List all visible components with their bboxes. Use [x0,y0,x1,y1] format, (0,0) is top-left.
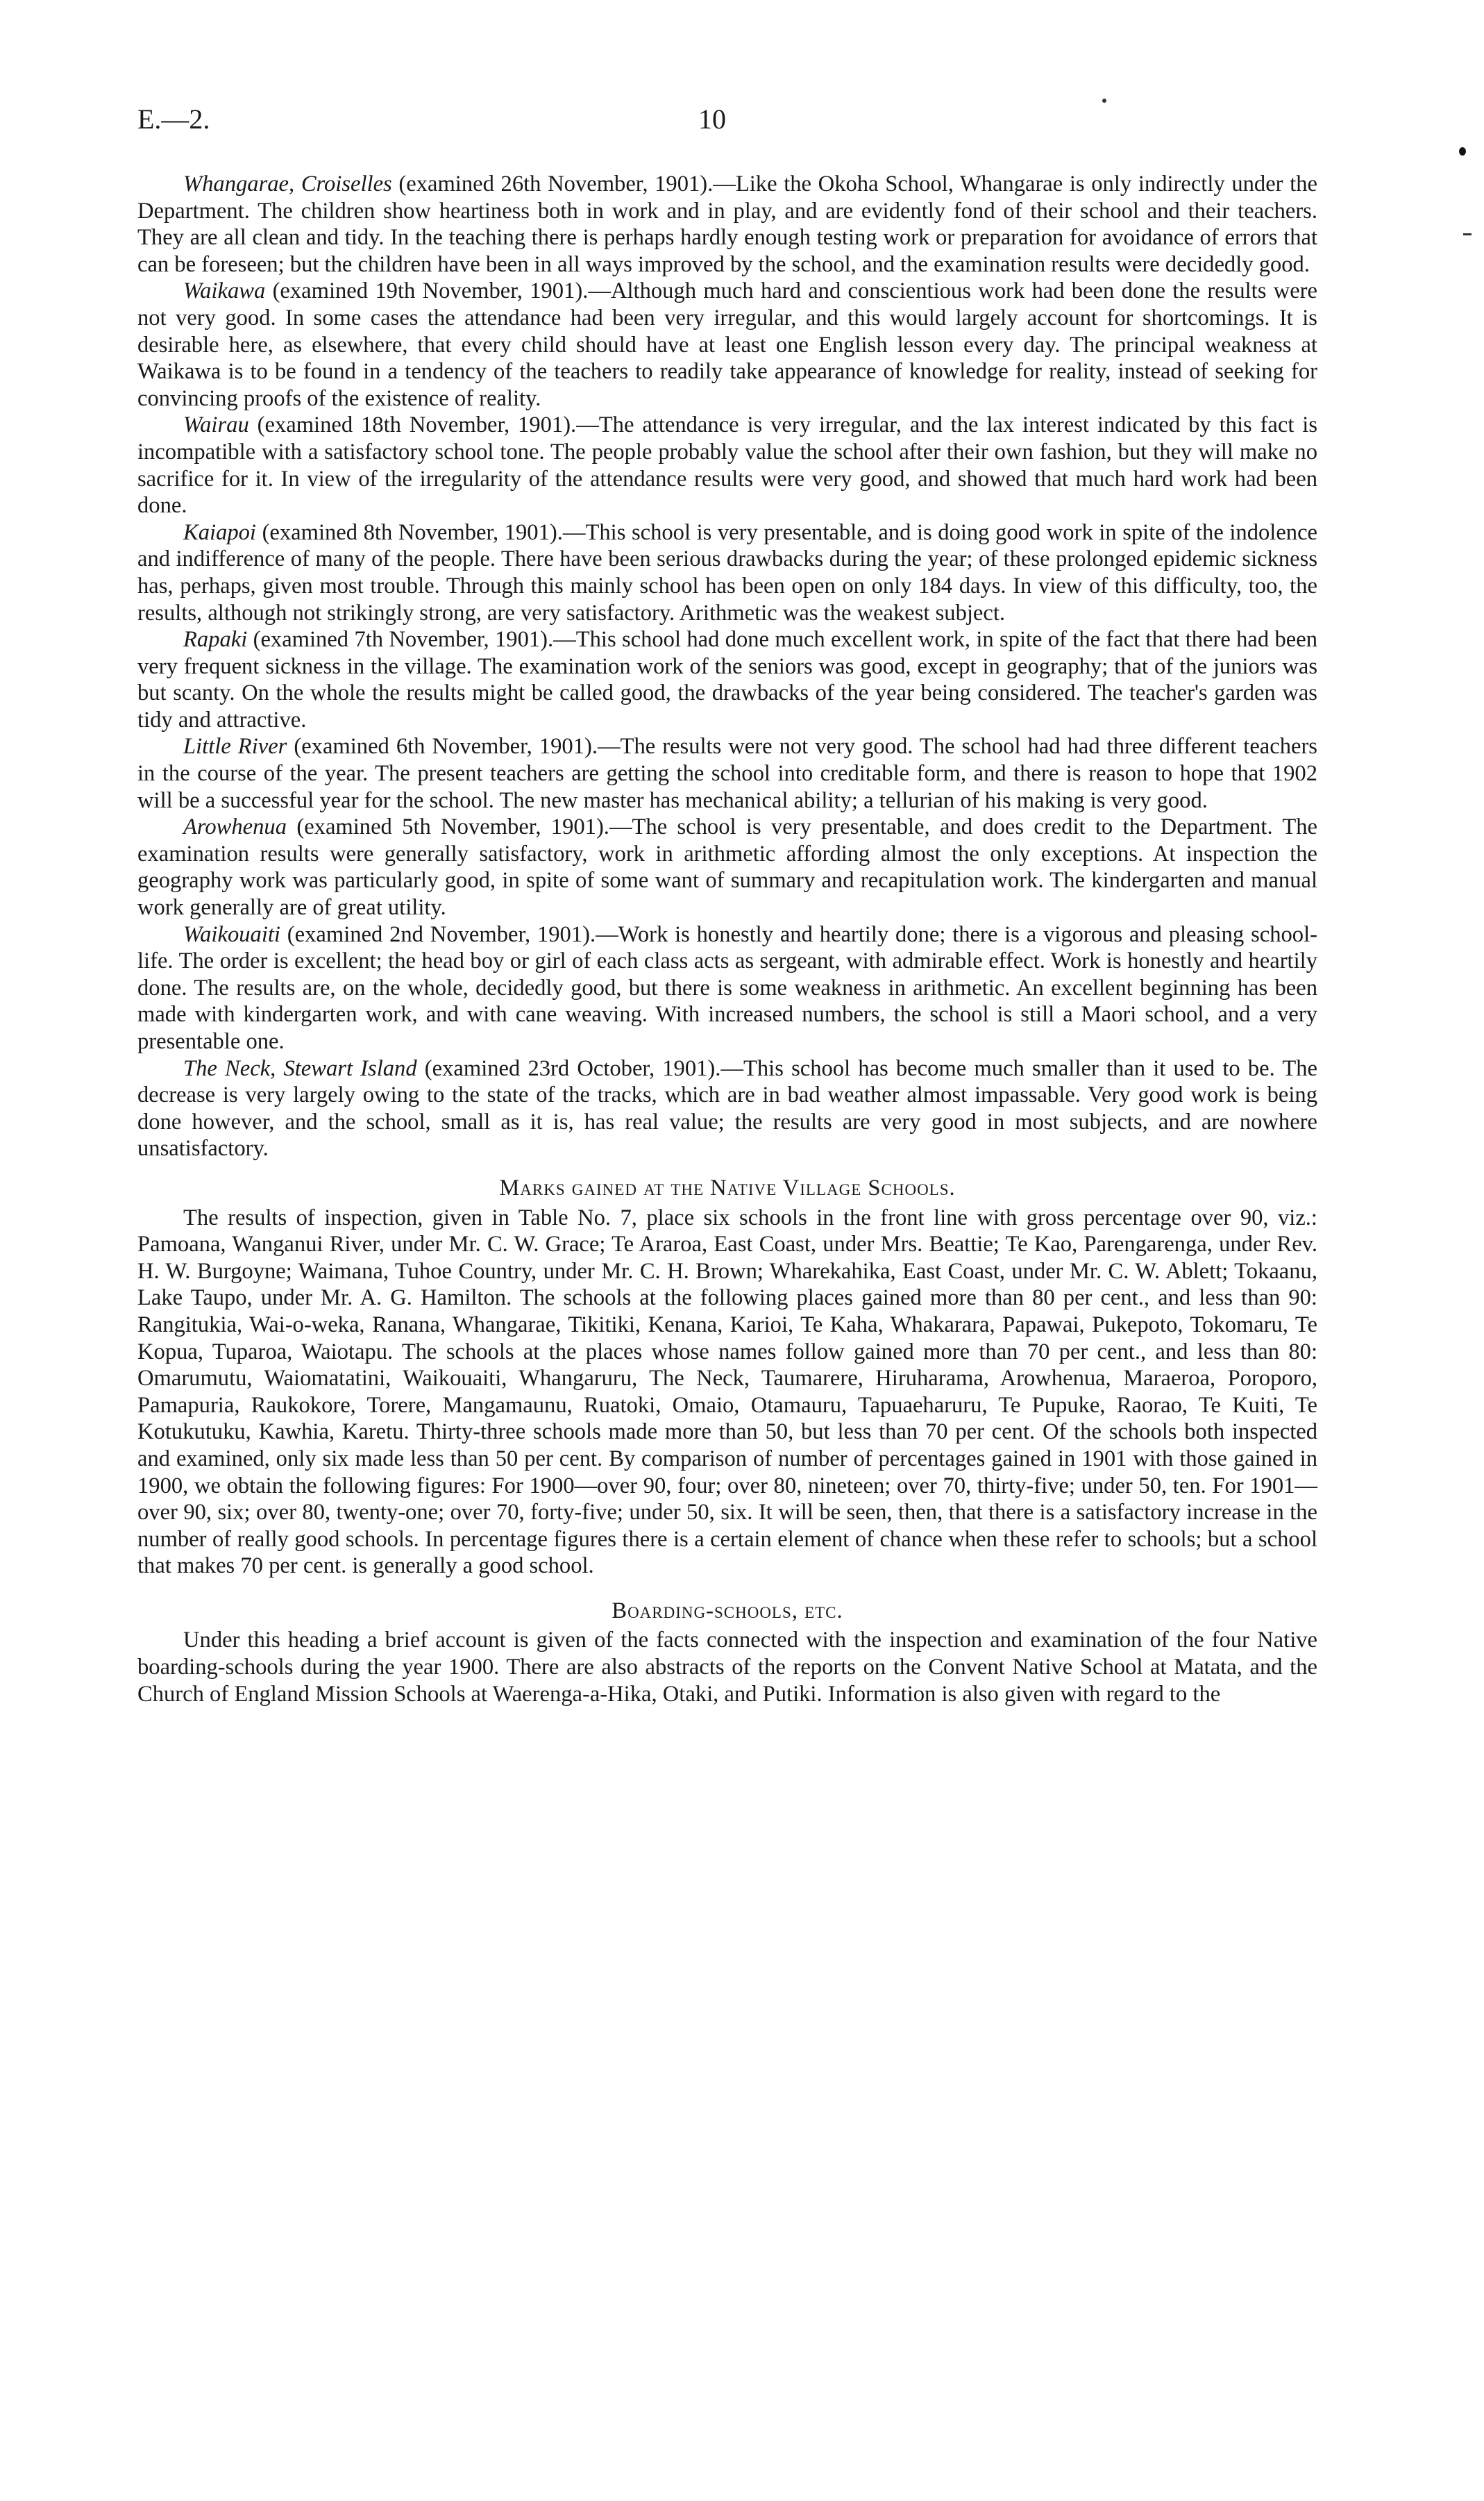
school-name: Arowhenua [183,814,287,840]
margin-dash-mark [1463,233,1472,235]
page-number: 10 [698,103,726,135]
school-report-paragraph: Waikouaiti (examined 2nd November, 1901).—Work is honestly and heartily done; there is a vigorous and pleasing school-life. The order is excellent; the head boy or girl of each class acts as sergeant, with admirable effect. Work is honestly and heartily done. The results are, on the whole, decidedly good, but there is some weakness in arithmetic. An excellent beginning has been made with kindergarten work, and with cane weaving. With increased numbers, the school is still a Maori school, and a very presentable one. [137,921,1317,1054]
school-name: Waikouaiti [183,921,280,947]
school-report-paragraph: Kaiapoi (examined 8th November, 1901).—This school is very presentable, and is doing good work in spite of the indolence and indifference of many of the people. There have been serious drawbacks during the year; of these prolonged epidemic sickness has, perhaps, given most trouble. Through this mainly school has been open on only 184 days. In view of this difficulty, too, the results, although not strikingly strong, are very satisfactory. Arithmetic was the weakest subject. [137,519,1317,626]
body-text [137,171,1317,1707]
marks-paragraph: The results of inspection, given in Table No. 7, place six schools in the front line with gross percentage over 90, viz.: Pamoana, Wanganui River, under Mr. C. W. Grace; Te Araroa, East Coast, under Mrs. Beattie; Te Kao, Parengarenga, under Rev. H. W. Burgoyne; Waimana, Tuhoe Country, under Mr. C. H. Brown; Wharekahika, East Coast, under Mr. C. W. Ablett; Tokaanu, Lake Taupo, under Mr. A. G. Hamilton. The schools at the following places gained more than 80 per cent., and less than 90: Rangitukia, Wai-o-weka, Ranana, Whangarae, Tikitiki, Kenana, Karioi, Te Kaha, Whakarara, Papawai, Pukepoto, Tokomaru, Te Kopua, Tuparoa, Waiotapu. The schools at the places whose names follow gained more than 70 per cent., and less than 80: Omarumutu, Waiomatatini, Waikouaiti, Whangaruru, The Neck, Taumarere, Hiruharama, Arowhenua, Maraeroa, Poroporo, Pamapuria, Raukokore, Torere, Mangamaunu, Ruatoki, Omaio, Otamauru, Tapuaeharuru, Te Pupuke, Raorao, Te Kuiti, Te Kotukutuku, Kawhia, Karetu. Thirty-three schools made more than 50, but less than 70 per cent. Of the schools both inspected and examined, only six made less than 50 per cent. By comparison of number of percentages gained in 1901 with those gained in 1900, we obtain the following figures: For 1900—over 90, four; over 80, nineteen; over 70, thirty-five; under 50, ten. For 1901—over 90, six; over 80, twenty-one; over 70, forty-five; under 50, six. It will be seen, then, that there is a satisfactory increase in the number of really good schools. In percentage figures there is a certain element of chance when these refer to schools; but a school that makes 70 per cent. is generally a good school. [137,1205,1317,1579]
school-report-paragraph: Rapaki (examined 7th November, 1901).—This school had done much excellent work, in spite of the fact that there had been very frequent sickness in the village. The examination work of the seniors was good, except in geography; that of the juniors was but scanty. On the whole the results might be called good, the drawbacks of the year being considered. The teacher's garden was tidy and attractive. [137,627,1317,733]
section-heading-marks: Marks gained at the Native Village Schools. [499,1175,956,1201]
report-reference: E.—2. [137,103,210,135]
school-report-paragraph: Little River (examined 6th November, 1901).—The results were not very good. The school had had three different teachers in the course of the year. The present teachers are getting the school into creditable form, and there is reason to hope that 1902 will be a successful year for the school. The new master has mechanical ability; a tellurian of his making is very good. [137,734,1317,813]
section-heading-boarding: Boarding-schools, etc. [612,1598,843,1623]
boarding-paragraph: Under this heading a brief account is given of the facts connected with the inspection and examination of the four Native boarding-schools during the year 1900. There are also abstracts of the reports on the Convent Native School at Matata, and the Church of England Mission Schools at Waerenga-a-Hika, Otaki, and Putiki. Information is also given with regard to the [137,1628,1317,1707]
school-name: Waikawa [183,278,266,304]
school-name: Wairau [183,412,249,438]
print-speck [1102,99,1106,103]
school-report-paragraph: Arowhenua (examined 5th November, 1901).—The school is very presentable, and does credit to the Department. The examination results were generally satisfactory, work in arithmetic affording almost the only exceptions. At inspection the geography work was particularly good, in spite of some want of summary and recapitulation work. The kindergarten and manual work generally are of great utility. [137,814,1317,921]
school-name: Little River [183,734,287,760]
school-name: The Neck, Stewart Island [183,1055,417,1081]
school-report-paragraph: The Neck, Stewart Island (examined 23rd October, 1901).—This school has become much smaller than it used to be. The decrease is very largely owing to the state of the tracks, which are in bad weather almost impassable. Very good work is being done however, and the school, small as it is, has real value; the results are very good in most subjects, and are nowhere unsatisfactory. [137,1055,1317,1162]
school-name: Rapaki [183,627,248,653]
school-name: Whangarae, Croiselles [183,172,392,196]
margin-dot-mark [1459,147,1466,156]
school-name: Kaiapoi [183,519,256,545]
page-header [137,103,1338,144]
school-report-paragraph: Whangarae, Croiselles (examined 26th November, 1901).—Like the Okoha School, Whangarae is only indirectly under the Department. The children show heartiness both in work and in play, and are evidently fond of their school and their teachers. They are all clean and tidy. In the teaching there is perhaps hardly enough testing work or preparation for avoidance of errors that can be foreseen; but the children have been in all ways improved by the school, and the examination results were decidedly good. [137,172,1317,277]
school-report-paragraph: Waikawa (examined 19th November, 1901).—Although much hard and conscientious work had been done the results were not very good. In some cases the attendance had been very irregular, and this would largely account for shortcomings. It is desirable here, as elsewhere, that every child should have at least one English lesson every day. The principal weakness at Waikawa is to be found in a tendency of the teachers to readily take appearance of knowledge for reality, instead of seeking for convincing proofs of the existence of reality. [137,278,1317,411]
school-report-paragraph: Wairau (examined 18th November, 1901).—The attendance is very irregular, and the lax interest indicated by this fact is incompatible with a satisfactory school tone. The people probably value the school after their own fashion, but they will make no sacrifice for it. In view of the irregularity of the attendance results were very good, and showed that much hard work had been done. [137,412,1317,519]
